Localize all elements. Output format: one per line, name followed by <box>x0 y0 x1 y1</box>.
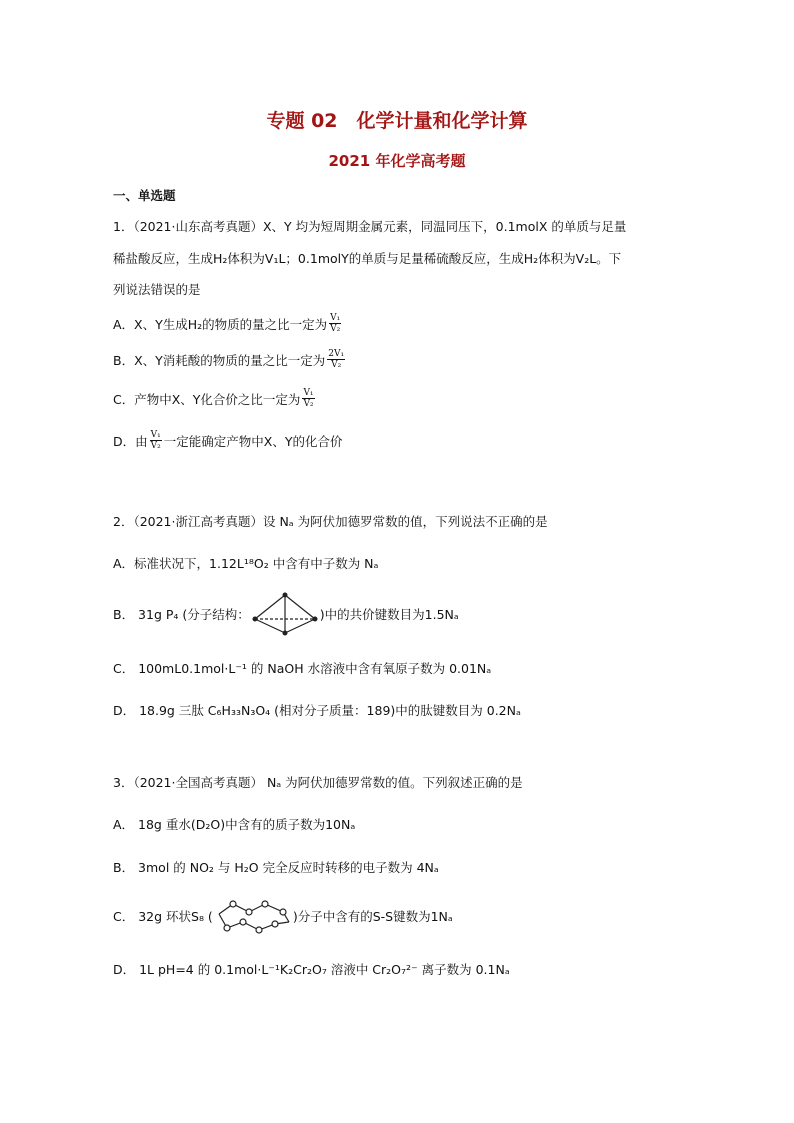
page-subtitle: 2021 年化学高考题 <box>328 152 466 170</box>
q2-stem: 2．（2021·浙江高考真题）设 Nₐ 为阿伏加德罗常数的值，下列说法不正确的是 <box>113 514 548 529</box>
q2-option-a: A．标准状况下，1.12L¹⁸O₂ 中含有中子数为 Nₐ <box>113 556 379 571</box>
q3-option-b: B． 3mol 的 NO₂ 与 H₂O 完全反应时转移的电子数为 4Nₐ <box>113 860 439 875</box>
q3-option-c <box>113 898 453 934</box>
p4-structure-diagram <box>250 592 320 636</box>
s8-ring-structure-diagram <box>213 898 293 934</box>
fraction-denominator: V₂ <box>330 324 341 334</box>
q3-option-c-text-post: )分子中含有的S-S键数为1Nₐ <box>292 909 453 924</box>
q2-option-c: C． 100mL0.1mol·L⁻¹ 的 NaOH 水溶液中含有氧原子数为 0.01Nₐ <box>113 661 492 676</box>
fraction-denominator: V₂ <box>150 441 161 451</box>
fraction-numerator: V₁ <box>150 430 161 440</box>
q2-option-d: D． 18.9g 三肽 C₆H₃₃N₃O₄ (相对分子质量：189)中的肽键数目为 0.2Nₐ <box>113 703 521 718</box>
q1-option-b <box>113 349 347 370</box>
fraction-numerator: V₁ <box>303 388 314 398</box>
fraction-denominator: V₂ <box>331 360 342 370</box>
q1-option-b-fraction <box>327 349 345 370</box>
section-heading: 一、单选题 <box>113 188 176 203</box>
q1-option-c-text: C．产物中X、Y化合价之比一定为 <box>113 391 301 407</box>
q1-option-d-text-post: 一定能确定产物中X、Y的化合价 <box>163 433 343 449</box>
q1-option-c <box>113 388 317 409</box>
q3-stem: 3．（2021·全国高考真题） Nₐ 为阿伏加德罗常数的值。下列叙述正确的是 <box>113 775 523 790</box>
q1-option-b-text: B．X、Y消耗酸的物质的量之比一定为 <box>113 352 326 368</box>
q1-option-d-fraction <box>150 430 162 451</box>
q1-option-d <box>113 430 342 451</box>
fraction-numerator: 2V₁ <box>328 349 345 359</box>
q1-stem-line2: 稀盐酸反应，生成H₂体积为V₁L；0.1molY的单质与足量稀硫酸反应，生成H₂体积为V₂L。下 <box>113 251 622 266</box>
q3-option-a: A． 18g 重水(D₂O)中含有的质子数为10Nₐ <box>113 817 356 832</box>
q1-stem-line3: 列说法错误的是 <box>113 282 201 297</box>
q1-option-a <box>113 313 343 334</box>
q2-option-b-text-post: )中的共价键数目为1.5Nₐ <box>319 607 459 622</box>
q1-option-a-text: A．X、Y生成H₂的物质的量之比一定为 <box>113 316 328 332</box>
q1-option-d-text-pre: D．由 <box>113 433 148 449</box>
fraction-denominator: V₂ <box>303 399 314 409</box>
q3-option-c-text-pre: C． 32g 环状S₈ ( <box>113 909 213 924</box>
q1-option-a-fraction <box>329 313 341 334</box>
q2-option-b-text-pre: B． 31g P₄ (分子结构： <box>113 607 250 622</box>
q2-option-b <box>113 592 459 636</box>
q1-stem-line1: 1．（2021·山东高考真题）X、Y 均为短周期金属元素，同温同压下，0.1molX 的单质与足量 <box>113 219 627 234</box>
q1-option-c-fraction <box>302 388 314 409</box>
q3-option-d: D． 1L pH=4 的 0.1mol·L⁻¹K₂Cr₂O₇ 溶液中 Cr₂O₇²⁻ 离子数为 0.1Nₐ <box>113 962 510 977</box>
page-title: 专题 02 化学计量和化学计算 <box>266 110 528 132</box>
fraction-numerator: V₁ <box>330 313 341 323</box>
